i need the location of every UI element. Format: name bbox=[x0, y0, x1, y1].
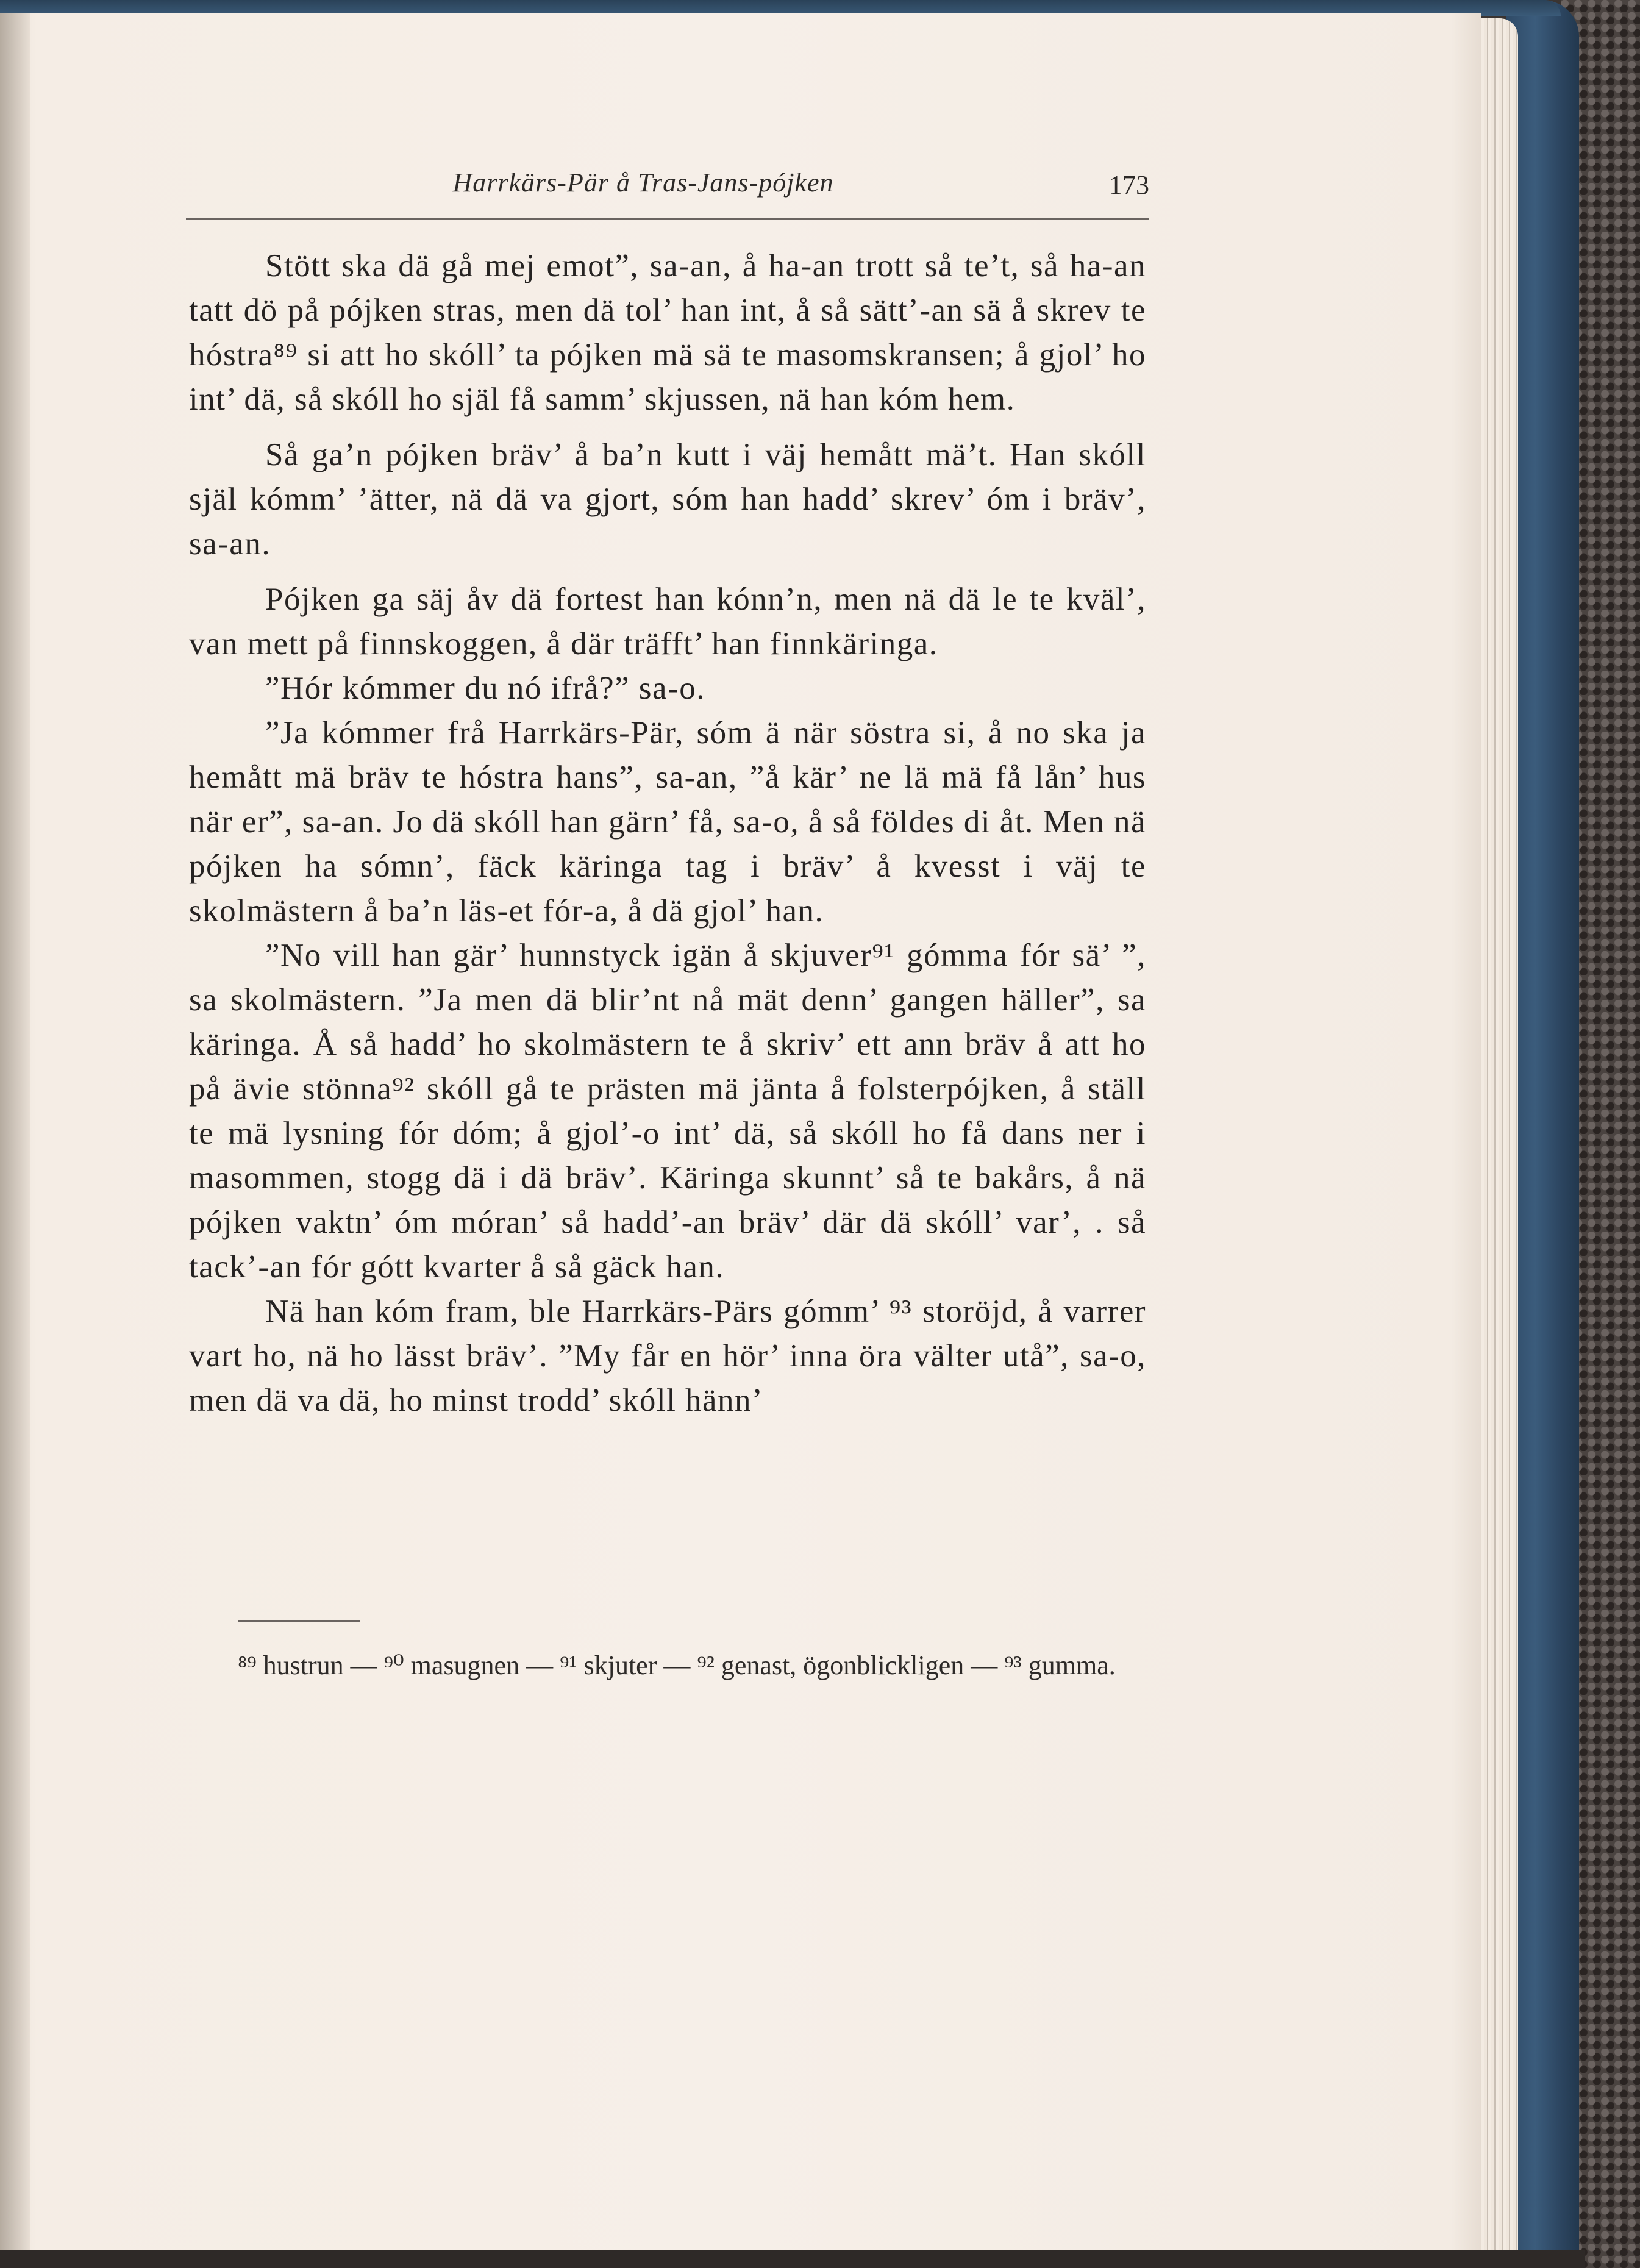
paragraph: Nä han kóm fram, ble Harrkärs-Pärs gómm’ ⁹³ storöjd, å varrer vart ho, nä ho lässt bräv’. ”My får en hör’ inna öra välter utå”, sa-o, men dä va dä, ho minst trodd’ skóll hänn’ bbox=[189, 1294, 1146, 1418]
footnotes bbox=[189, 1646, 1146, 1685]
running-head-title: Harrkärs-Pär å Tras-Jans-pójken bbox=[452, 168, 834, 198]
footnote-rule bbox=[238, 1620, 360, 1622]
paragraph: ”No vill han gär’ hunnstyck igän å skjuver⁹¹ gómma fór sä’ ”, sa skolmästern. ”Ja men dä blir’nt nå mät denn’ gangen häller”, sa käringa. Å så hadd’ ho skolmästern te å skriv’ ett ann bräv å att ho på ävie stönna⁹² skóll gå te prästen mä jänta å folsterpójken, å ställ te mä lysning fór dóm; å gjol’-o int’ dä, så skóll ho få dans ner i masommen, stogg dä i dä bräv’. Käringa skunnt’ så te bakårs, å nä pójken vaktn’ óm móran’ så hadd’-an bräv’ där dä skóll’ var’, . så tack’-an fór gótt kvarter å så gäck han. bbox=[189, 938, 1146, 1285]
bottom-shadow bbox=[0, 2250, 1585, 2268]
page-number: 173 bbox=[1109, 170, 1149, 200]
paragraph: ”Hór kómmer du nó ifrå?” sa-o. bbox=[265, 671, 705, 706]
body-text bbox=[189, 244, 1146, 1423]
paragraph: Så ga’n pójken bräv’ å ba’n kutt i väj hemått mä’t. Han skóll själ kómm’ ’ätter, nä dä va gjort, sóm han hadd’ skrev’ óm i bräv’, sa-an. bbox=[189, 437, 1146, 562]
footnote-text: ⁸⁹ hustrun — ⁹⁰ masugnen — ⁹¹ skjuter — ⁹² genast, ögonblickligen — ⁹³ gumma. bbox=[238, 1650, 1116, 1680]
paragraph: Stött ska dä gå mej emot”, sa-an, å ha-an trott så te’t, så ha-an tatt dö på pójken stras, men dä tol’ han int, å så sätt’-an sä å skrev te hóstra⁸⁹ si att ho skóll’ ta pójken mä sä te masomskransen; å gjol’ ho int’ dä, så skóll ho själ få samm’ skjussen, nä han kóm hem. bbox=[189, 248, 1146, 417]
page-gutter bbox=[0, 13, 30, 2257]
paragraph: Pójken ga säj åv dä fortest han kónn’n, men nä dä le te kväl’, van mett på finnskoggen, å där träfft’ han finnkäringa. bbox=[189, 582, 1146, 661]
running-head bbox=[186, 151, 1149, 220]
paragraph: ”Ja kómmer frå Harrkärs-Pär, sóm ä när söstra si, å no ska ja hemått mä bräv te hóstra hans”, sa-an, ”å kär’ ne lä mä få lån’ hus när er”, sa-an. Jo dä skóll han gärn’ få, sa-o, å så földes di åt. Men nä pójken ha sómn’, fäck käringa tag i bräv’ å kvesst i väj te skolmästern å ba’n läs-et fór-a, å dä gjol’ han. bbox=[189, 715, 1146, 929]
